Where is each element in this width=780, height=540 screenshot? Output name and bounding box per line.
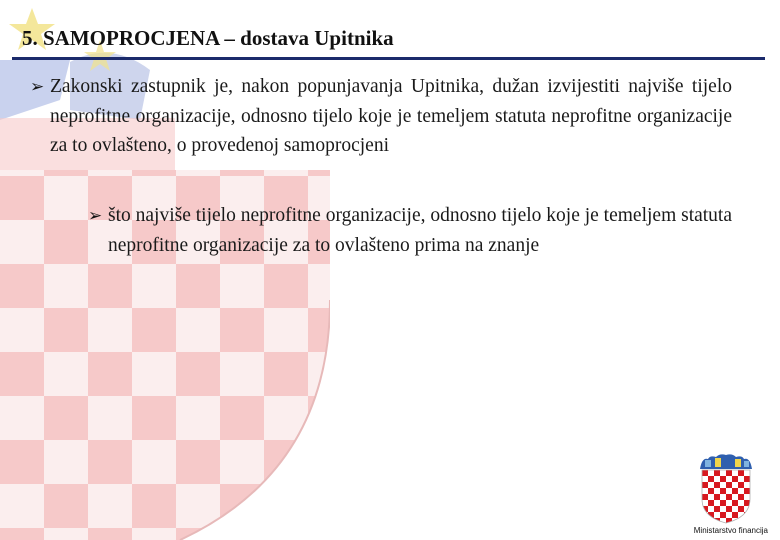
arrow-bullet-icon: ➢: [30, 77, 45, 96]
crown-icon: [700, 454, 752, 469]
title-divider: [12, 57, 765, 60]
slide-title: 5. SAMOPROCJENA – dostava Upitnika: [22, 26, 394, 50]
bullet-text: Zakonski zastupnik je, nakon popunjavanja Upitnika, dužan izvijestiti najviše tijelo neprofitne organizacije, odnosno tijelo koje je temeljem statuta neprofitne organizacije za to ovlašteno, o provedenoj samoprocjeni: [50, 76, 732, 156]
bullet-item: [30, 72, 735, 161]
checkerboard-shield-icon: [702, 470, 750, 523]
arrow-bullet-icon: ➢: [88, 206, 103, 225]
sub-bullet-text: što najviše tijelo neprofitne organizacije, odnosno tijelo koje je temeljem statuta neprofitne organizacije za to ovlašteno prima na znanje: [108, 205, 733, 256]
ministry-logo: [694, 453, 758, 525]
ministry-name: Ministarstvo financija: [693, 526, 768, 535]
sub-bullet-item: [88, 201, 735, 260]
